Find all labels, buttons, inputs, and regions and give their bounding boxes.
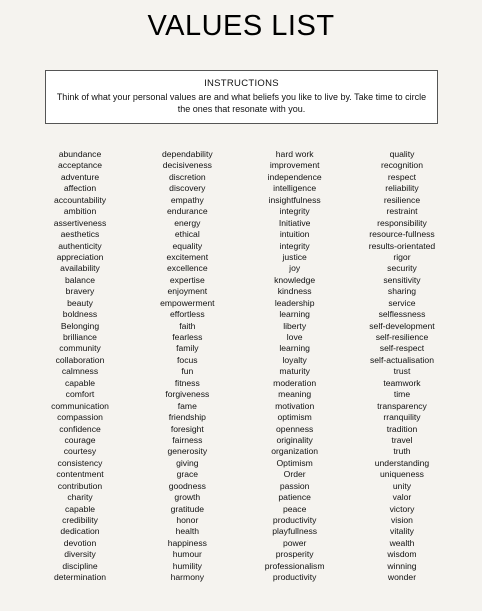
value-word: rigor: [393, 251, 411, 262]
value-word: time: [393, 389, 411, 400]
value-word: prosperity: [275, 549, 314, 560]
value-word: devotion: [63, 537, 97, 548]
value-word: community: [59, 343, 101, 354]
value-word: self-development: [369, 320, 435, 331]
value-word: resource-fullness: [369, 229, 435, 240]
value-word: understanding: [374, 457, 430, 468]
value-word: fun: [181, 366, 194, 377]
value-word: productivity: [272, 515, 317, 525]
value-word: travel: [391, 434, 413, 445]
value-word: boldness: [62, 309, 98, 320]
value-word: productivity: [272, 572, 317, 583]
value-word: calmness: [61, 366, 99, 377]
value-word: winning: [387, 560, 417, 571]
value-word: contribution: [57, 480, 103, 491]
value-word: transparency: [377, 400, 427, 411]
value-word: improvement: [269, 160, 320, 171]
value-word: equality: [172, 240, 203, 251]
value-word: capable: [64, 503, 96, 514]
value-word: discovery: [169, 183, 206, 194]
value-word: consistency: [57, 457, 103, 468]
value-word: availability: [60, 263, 100, 274]
value-word: dedication: [60, 526, 100, 537]
value-word: recognition: [380, 160, 423, 171]
value-word: results-orientated: [368, 240, 436, 251]
value-word: bravery: [65, 286, 95, 297]
value-word: hard work: [275, 149, 314, 159]
value-word: tradition: [386, 423, 418, 434]
value-word: humour: [172, 549, 202, 560]
value-word: passion: [279, 480, 310, 491]
value-word: endurance: [167, 206, 208, 217]
value-word: expertise: [169, 274, 205, 285]
value-word: trust: [393, 366, 411, 377]
value-word: courage: [64, 434, 96, 445]
value-word: friendship: [168, 412, 206, 423]
value-word: ethical: [174, 229, 200, 240]
value-word: uniqueness: [380, 469, 424, 480]
value-word: happiness: [167, 537, 207, 548]
value-word: fitness: [174, 377, 200, 388]
value-word: reliability: [385, 183, 419, 194]
value-word: joy: [289, 263, 301, 274]
value-word: fairness: [172, 434, 203, 445]
value-word: confidence: [59, 423, 101, 434]
value-word: self-respect: [379, 343, 425, 354]
value-word: credibility: [62, 515, 98, 525]
value-word: organization: [271, 446, 319, 457]
value-word: learning: [279, 309, 310, 320]
value-word: knowledge: [274, 274, 316, 285]
value-word: foresight: [170, 423, 204, 434]
value-word: Order: [283, 469, 306, 480]
value-word: determination: [53, 572, 107, 583]
value-word: charity: [67, 492, 93, 503]
value-word: motivation: [275, 400, 315, 411]
value-word: originality: [276, 434, 313, 445]
value-word: courtesy: [63, 446, 97, 457]
value-word: unity: [392, 480, 412, 491]
value-word: excellence: [167, 263, 208, 274]
value-word: leadership: [274, 297, 315, 308]
value-word: resilience: [383, 194, 421, 205]
value-word: intuition: [279, 229, 310, 240]
value-word: decisiveness: [162, 160, 212, 171]
value-word: forgiveness: [165, 389, 210, 400]
value-word: learning: [279, 343, 310, 354]
value-word: openness: [276, 423, 314, 434]
value-word: optimism: [277, 412, 312, 423]
value-word: goodness: [168, 480, 206, 491]
page-title: VALUES LIST: [147, 10, 335, 42]
value-word: aesthetics: [60, 229, 100, 240]
value-word: humility: [172, 560, 202, 571]
value-word: integrity: [279, 240, 310, 251]
value-word: Optimism: [276, 457, 313, 468]
value-word: meaning: [278, 389, 312, 400]
value-word: excitement: [166, 251, 209, 262]
value-word: responsibility: [377, 217, 427, 228]
value-word: affection: [63, 183, 97, 194]
value-word: capable: [64, 377, 96, 388]
value-word: dependability: [162, 149, 213, 159]
values-column-4: [352, 149, 452, 584]
value-word: beauty: [67, 297, 93, 308]
value-word: health: [175, 526, 200, 537]
value-word: Belonging: [60, 320, 100, 331]
value-word: empathy: [170, 194, 204, 205]
value-word: loyalty: [282, 354, 307, 365]
value-word: wonder: [387, 572, 417, 583]
value-word: love: [286, 332, 303, 342]
value-word: fame: [177, 400, 197, 411]
values-column-2: [137, 149, 237, 584]
value-word: intelligence: [273, 183, 317, 194]
value-word: empowerment: [160, 297, 215, 308]
value-word: fearless: [172, 332, 203, 342]
value-word: effortless: [169, 309, 205, 320]
value-word: Initiative: [278, 217, 311, 228]
value-word: growth: [174, 492, 201, 503]
value-word: wisdom: [387, 549, 417, 560]
instructions-body: Think of what your personal values are and what beliefs you like to live by. Take time to circle the ones that resonate with you.: [56, 92, 427, 114]
value-word: gratitude: [170, 503, 205, 514]
value-word: family: [176, 343, 199, 354]
value-word: comfort: [65, 389, 95, 400]
value-word: communication: [51, 400, 109, 411]
value-word: sharing: [387, 286, 417, 297]
value-word: moderation: [273, 377, 317, 388]
values-column-3: [245, 149, 345, 584]
value-word: integrity: [279, 206, 310, 217]
value-word: giving: [176, 457, 199, 468]
value-word: respect: [387, 171, 417, 182]
value-word: adventure: [60, 171, 100, 182]
value-word: discipline: [62, 560, 98, 571]
value-word: honor: [176, 515, 199, 525]
value-word: collaboration: [55, 354, 105, 365]
value-word: justice: [282, 251, 307, 262]
value-word: liberty: [283, 320, 307, 331]
value-word: professionalism: [264, 560, 325, 571]
value-word: harmony: [170, 572, 205, 583]
value-word: vision: [390, 515, 413, 525]
value-word: rranquility: [383, 412, 421, 423]
value-word: patience: [278, 492, 311, 503]
values-column-1: [30, 149, 130, 584]
value-word: independence: [267, 171, 322, 182]
value-word: ambition: [63, 206, 97, 217]
value-word: service: [388, 297, 416, 308]
value-word: peace: [282, 503, 307, 514]
instructions-box: [45, 70, 438, 124]
value-word: selflessness: [378, 309, 426, 320]
value-word: contentment: [56, 469, 104, 480]
value-word: victory: [389, 503, 415, 514]
value-word: sensitivity: [383, 274, 421, 285]
value-word: self-resilience: [375, 332, 429, 342]
value-word: wealth: [389, 537, 415, 548]
value-word: teamwork: [383, 377, 421, 388]
value-word: playfullness: [272, 526, 318, 537]
value-word: grace: [176, 469, 199, 480]
value-word: discretion: [168, 171, 206, 182]
value-word: kindness: [277, 286, 312, 297]
value-word: vitality: [390, 526, 414, 537]
value-word: insightfulness: [268, 194, 321, 205]
value-word: faith: [179, 320, 196, 331]
value-word: generosity: [167, 446, 208, 457]
value-word: energy: [174, 217, 201, 228]
value-word: restraint: [386, 206, 418, 217]
value-word: focus: [177, 354, 198, 365]
value-word: acceptance: [58, 160, 102, 171]
value-word: balance: [64, 274, 96, 285]
value-word: maturity: [279, 366, 310, 377]
value-word: valor: [392, 492, 412, 503]
value-word: quality: [389, 149, 415, 159]
instructions-heading: INSTRUCTIONS: [204, 78, 279, 89]
value-word: brilliance: [63, 332, 97, 342]
value-word: truth: [393, 446, 411, 457]
value-word: self-actualisation: [369, 354, 434, 365]
values-columns: [30, 149, 452, 584]
value-word: security: [387, 263, 417, 274]
value-word: appreciation: [56, 251, 104, 262]
value-word: enjoyment: [167, 286, 208, 297]
value-word: compassion: [57, 412, 103, 423]
value-word: diversity: [64, 549, 96, 560]
value-word: authenticity: [58, 240, 102, 251]
value-word: power: [282, 537, 307, 548]
value-word: accountability: [53, 194, 107, 205]
value-word: assertiveness: [53, 217, 107, 228]
value-word: abundance: [58, 149, 102, 159]
